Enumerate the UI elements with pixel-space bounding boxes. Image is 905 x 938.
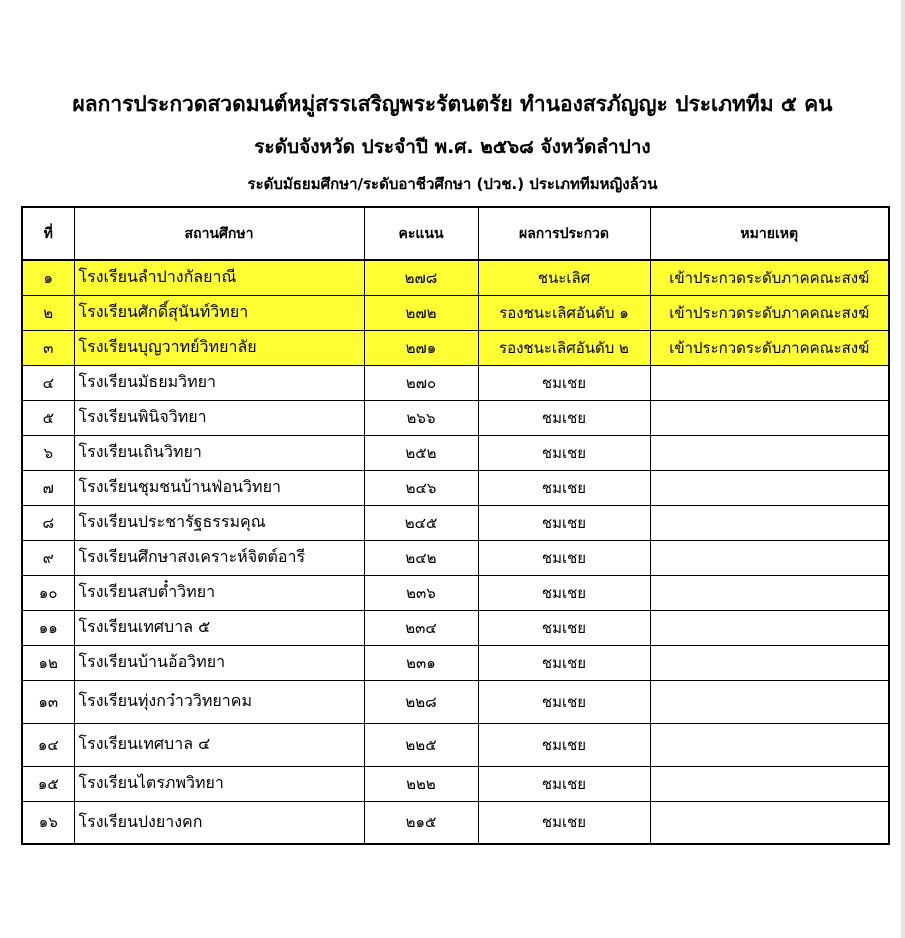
- note-value: เข้าประกวดระดับภาคคณะสงฆ์: [650, 330, 889, 365]
- score-value: ๒๔๖: [364, 470, 478, 505]
- score-value: ๒๓๑: [364, 645, 478, 680]
- result-value: ชมเชย: [478, 400, 650, 435]
- row-number: ๒: [22, 295, 74, 330]
- category-heading: ระดับมัธยมศึกษา/ระดับอาชีวศึกษา (ปวช.) ประเภททีมหญิงล้วน: [247, 175, 658, 193]
- school-name: โรงเรียนสบต๋ำวิทยา: [74, 575, 364, 610]
- school-name: โรงเรียนมัธยมวิทยา: [74, 365, 364, 400]
- score-value: ๒๖๖: [364, 400, 478, 435]
- column-header-note: หมายเหตุ: [650, 207, 889, 260]
- row-number: ๑๔: [22, 723, 74, 766]
- score-value: ๒๗๒: [364, 295, 478, 330]
- table-row: [22, 680, 889, 723]
- row-number: ๑: [22, 260, 74, 295]
- table-row: [22, 400, 889, 435]
- school-name: โรงเรียนลำปางกัลยาณี: [74, 260, 364, 295]
- results-table: [21, 206, 890, 845]
- score-value: ๒๕๒: [364, 435, 478, 470]
- school-name: โรงเรียนชุมชนบ้านฟ่อนวิทยา: [74, 470, 364, 505]
- result-value: รองชนะเลิศอันดับ ๒: [478, 330, 650, 365]
- note-value: เข้าประกวดระดับภาคคณะสงฆ์: [650, 260, 889, 295]
- column-header-number: ที่: [22, 207, 74, 260]
- score-value: ๒๒๘: [364, 680, 478, 723]
- table-header-row: [22, 207, 889, 260]
- result-value: รองชนะเลิศอันดับ ๑: [478, 295, 650, 330]
- note-value: [650, 540, 889, 575]
- school-name: โรงเรียนเถินวิทยา: [74, 435, 364, 470]
- row-number: ๖: [22, 435, 74, 470]
- school-name: โรงเรียนเทศบาล ๔: [74, 723, 364, 766]
- score-value: ๒๗๐: [364, 365, 478, 400]
- result-value: ชมเชย: [478, 645, 650, 680]
- table-body: [22, 260, 889, 844]
- note-value: [650, 505, 889, 540]
- note-value: [650, 365, 889, 400]
- table-row: [22, 330, 889, 365]
- table-row: [22, 470, 889, 505]
- result-value: ชมเชย: [478, 575, 650, 610]
- table-row: [22, 295, 889, 330]
- table-row: [22, 645, 889, 680]
- column-header-school: สถานศึกษา: [74, 207, 364, 260]
- result-value: ชนะเลิศ: [478, 260, 650, 295]
- score-value: ๒๒๕: [364, 723, 478, 766]
- score-value: ๒๔๒: [364, 540, 478, 575]
- school-name: โรงเรียนเทศบาล ๕: [74, 610, 364, 645]
- note-value: [650, 400, 889, 435]
- row-number: ๑๓: [22, 680, 74, 723]
- table-row: [22, 766, 889, 801]
- result-value: ชมเชย: [478, 610, 650, 645]
- score-value: ๒๓๔: [364, 610, 478, 645]
- table-row: [22, 435, 889, 470]
- row-number: ๕: [22, 400, 74, 435]
- result-value: ชมเชย: [478, 365, 650, 400]
- school-name: โรงเรียนปงยางคก: [74, 801, 364, 844]
- table-row: [22, 505, 889, 540]
- result-value: ชมเชย: [478, 723, 650, 766]
- column-header-score: คะแนน: [364, 207, 478, 260]
- school-name: โรงเรียนพินิจวิทยา: [74, 400, 364, 435]
- result-value: ชมเชย: [478, 801, 650, 844]
- row-number: ๑๑: [22, 610, 74, 645]
- page-title: ผลการประกวดสวดมนต์หมู่สรรเสริญพระรัตนตรัย ทำนองสรภัญญะ ประเภททีม ๕ คน: [72, 92, 833, 116]
- note-value: [650, 435, 889, 470]
- school-name: โรงเรียนศึกษาสงเคราะห์จิตต์อารี: [74, 540, 364, 575]
- result-value: ชมเชย: [478, 680, 650, 723]
- column-header-result: ผลการประกวด: [478, 207, 650, 260]
- table-row: [22, 575, 889, 610]
- note-value: เข้าประกวดระดับภาคคณะสงฆ์: [650, 295, 889, 330]
- table-row: [22, 540, 889, 575]
- score-value: ๒๑๕: [364, 801, 478, 844]
- score-value: ๒๔๕: [364, 505, 478, 540]
- note-value: [650, 801, 889, 844]
- note-value: [650, 645, 889, 680]
- note-value: [650, 575, 889, 610]
- result-value: ชมเชย: [478, 540, 650, 575]
- score-value: ๒๒๒: [364, 766, 478, 801]
- row-number: ๘: [22, 505, 74, 540]
- note-value: [650, 470, 889, 505]
- school-name: โรงเรียนบุญวาทย์วิทยาลัย: [74, 330, 364, 365]
- school-name: โรงเรียนศักดิ์สุนันท์วิทยา: [74, 295, 364, 330]
- result-value: ชมเชย: [478, 435, 650, 470]
- note-value: [650, 766, 889, 801]
- row-number: ๙: [22, 540, 74, 575]
- row-number: ๓: [22, 330, 74, 365]
- result-value: ชมเชย: [478, 505, 650, 540]
- score-value: ๒๓๖: [364, 575, 478, 610]
- school-name: โรงเรียนประชารัฐธรรมคุณ: [74, 505, 364, 540]
- table-row: [22, 365, 889, 400]
- row-number: ๑๐: [22, 575, 74, 610]
- score-value: ๒๗๑: [364, 330, 478, 365]
- school-name: โรงเรียนไตรภพวิทยา: [74, 766, 364, 801]
- note-value: [650, 610, 889, 645]
- row-number: ๗: [22, 470, 74, 505]
- table-row: [22, 610, 889, 645]
- row-number: ๑๖: [22, 801, 74, 844]
- row-number: ๔: [22, 365, 74, 400]
- note-value: [650, 723, 889, 766]
- row-number: ๑๒: [22, 645, 74, 680]
- table-row: [22, 260, 889, 295]
- score-value: ๒๗๘: [364, 260, 478, 295]
- row-number: ๑๕: [22, 766, 74, 801]
- page-subtitle: ระดับจังหวัด ประจำปี พ.ศ. ๒๕๖๘ จังหวัดลำปาง: [254, 136, 651, 158]
- table-row: [22, 723, 889, 766]
- school-name: โรงเรียนบ้านอ้อวิทยา: [74, 645, 364, 680]
- result-value: ชมเชย: [478, 766, 650, 801]
- note-value: [650, 680, 889, 723]
- school-name: โรงเรียนทุ่งกว๋าววิทยาคม: [74, 680, 364, 723]
- result-value: ชมเชย: [478, 470, 650, 505]
- table-row: [22, 801, 889, 844]
